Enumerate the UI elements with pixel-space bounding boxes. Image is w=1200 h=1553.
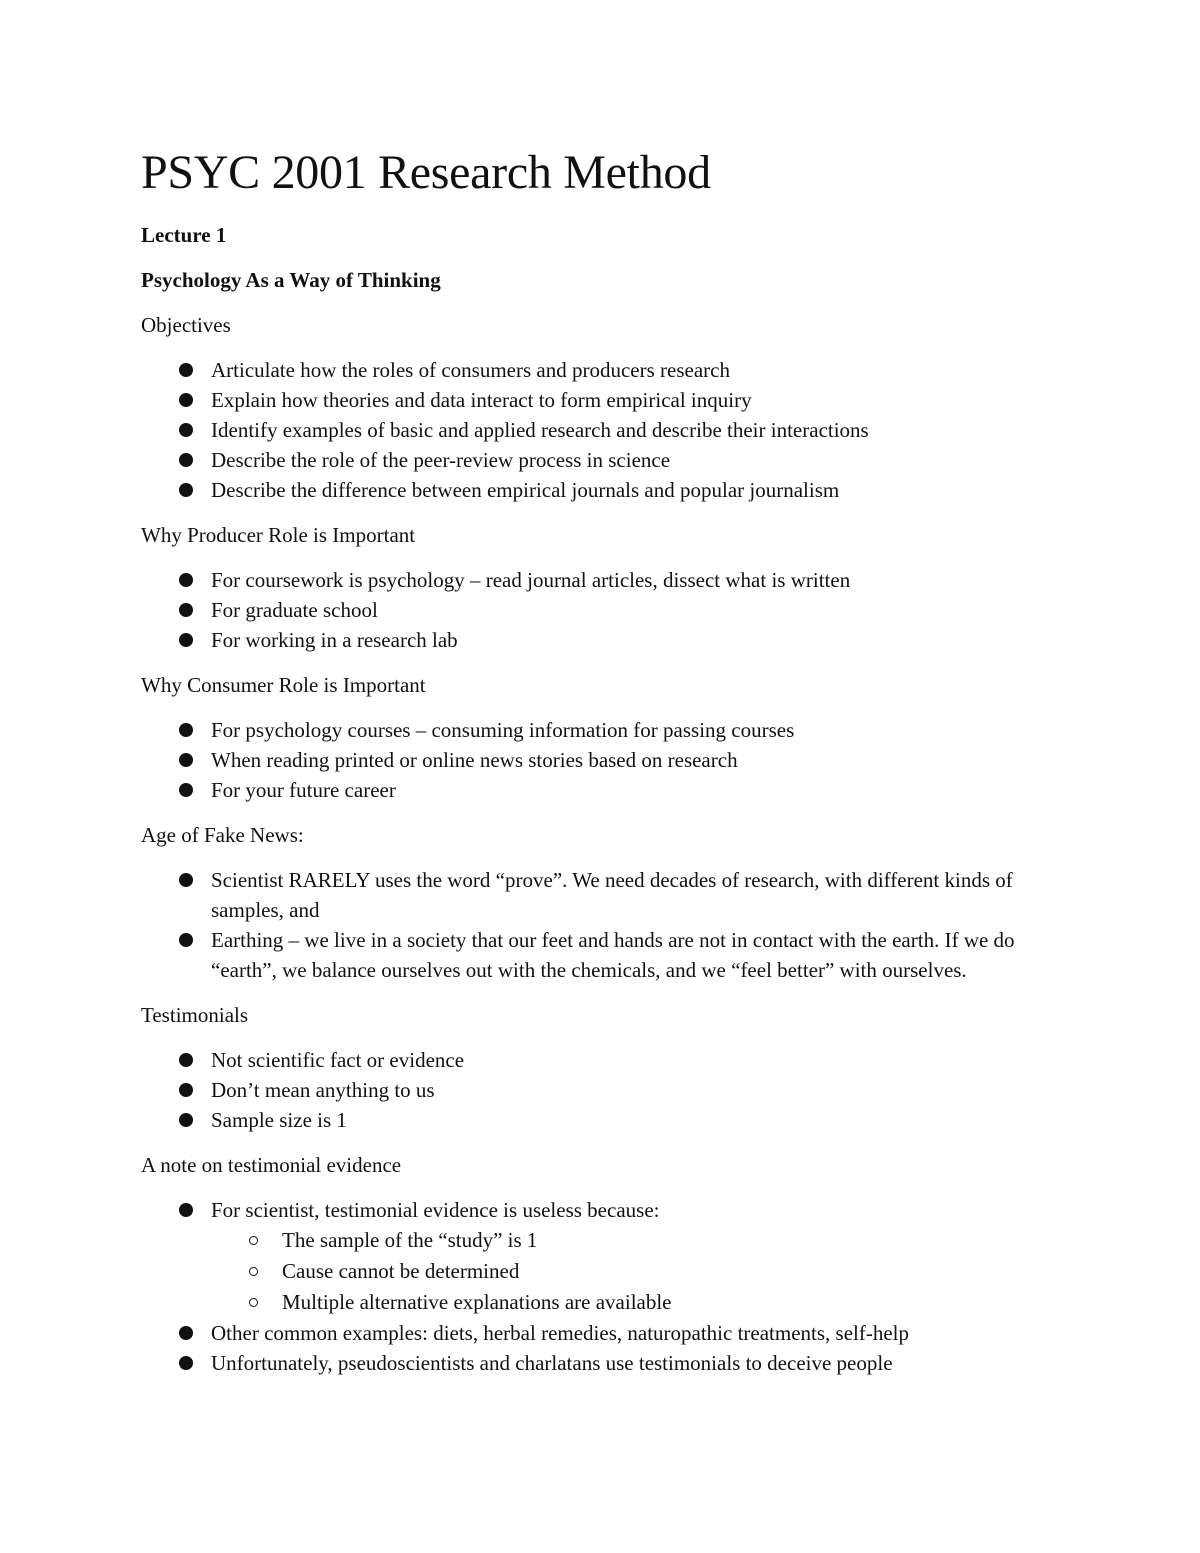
list-item: For working in a research lab: [141, 625, 1061, 655]
list-item: For scientist, testimonial evidence is useless because: The sample of the “study” is 1 Cause cannot be determined Multiple alternative explanations are available: [141, 1195, 1061, 1318]
list-item: For coursework is psychology – read journal articles, dissect what is written: [141, 565, 1061, 595]
section-heading-testimonials: Testimonials: [141, 1003, 249, 1027]
bullet-icon: [179, 573, 193, 587]
bullet-icon: [179, 1356, 193, 1370]
fake-news-list: [141, 865, 1061, 985]
sublist-item: The sample of the “study” is 1: [211, 1225, 1061, 1256]
list-item: Describe the role of the peer-review process in science: [141, 445, 1061, 475]
circle-bullet-icon: [249, 1267, 258, 1276]
list-item: Explain how theories and data interact to form empirical inquiry: [141, 385, 1061, 415]
list-item: For psychology courses – consuming information for passing courses: [141, 715, 1061, 745]
section-heading-fake-news: Age of Fake News:: [141, 823, 304, 847]
list-item: Not scientific fact or evidence: [141, 1045, 1061, 1075]
list-item: Identify examples of basic and applied research and describe their interactions: [141, 415, 1061, 445]
bullet-icon: [179, 1113, 193, 1127]
bullet-icon: [179, 633, 193, 647]
testimonials-list: [141, 1045, 1061, 1135]
bullet-icon: [179, 1326, 193, 1340]
list-item: Don’t mean anything to us: [141, 1075, 1061, 1105]
bullet-icon: [179, 1083, 193, 1097]
list-item: Earthing – we live in a society that our feet and hands are not in contact with the earth. If we do “earth”, we balance ourselves out with the chemicals, and we “feel better” with ourselves.: [141, 925, 1061, 985]
bullet-icon: [179, 873, 193, 887]
list-item: Unfortunately, pseudoscientists and charlatans use testimonials to deceive people: [141, 1348, 1061, 1378]
bullet-icon: [179, 363, 193, 377]
bullet-icon: [179, 423, 193, 437]
objectives-list: [141, 355, 1061, 505]
list-item: Scientist RARELY uses the word “prove”. We need decades of research, with different kinds of samples, and: [141, 865, 1061, 925]
circle-bullet-icon: [249, 1236, 258, 1245]
lecture-label: Lecture 1: [141, 223, 227, 247]
bullet-icon: [179, 1203, 193, 1217]
document-title: PSYC 2001 Research Method: [141, 146, 711, 199]
list-item: For your future career: [141, 775, 1061, 805]
bullet-icon: [179, 453, 193, 467]
list-item: Other common examples: diets, herbal remedies, naturopathic treatments, self-help: [141, 1318, 1061, 1348]
list-item: Articulate how the roles of consumers and producers research: [141, 355, 1061, 385]
list-item: Describe the difference between empirical journals and popular journalism: [141, 475, 1061, 505]
section-heading-consumer-role: Why Consumer Role is Important: [141, 673, 426, 697]
testimonial-evidence-list: [141, 1195, 1061, 1378]
bullet-icon: [179, 1053, 193, 1067]
sublist-item: Multiple alternative explanations are available: [211, 1287, 1061, 1318]
producer-role-list: [141, 565, 1061, 655]
consumer-role-list: [141, 715, 1061, 805]
bullet-icon: [179, 753, 193, 767]
bullet-icon: [179, 933, 193, 947]
list-item: When reading printed or online news stories based on research: [141, 745, 1061, 775]
bullet-icon: [179, 603, 193, 617]
section-heading-producer-role: Why Producer Role is Important: [141, 523, 416, 547]
bullet-icon: [179, 783, 193, 797]
list-item: Sample size is 1: [141, 1105, 1061, 1135]
document-page: [141, 140, 1061, 1393]
bullet-icon: [179, 483, 193, 497]
bullet-icon: [179, 723, 193, 737]
circle-bullet-icon: [249, 1298, 258, 1307]
section-heading-objectives: Objectives: [141, 313, 231, 337]
section-heading-testimonial-evidence: A note on testimonial evidence: [141, 1153, 402, 1177]
topic-heading: Psychology As a Way of Thinking: [141, 268, 441, 292]
testimonial-evidence-sublist: [211, 1225, 1061, 1318]
bullet-icon: [179, 393, 193, 407]
list-item: For graduate school: [141, 595, 1061, 625]
sublist-item: Cause cannot be determined: [211, 1256, 1061, 1287]
